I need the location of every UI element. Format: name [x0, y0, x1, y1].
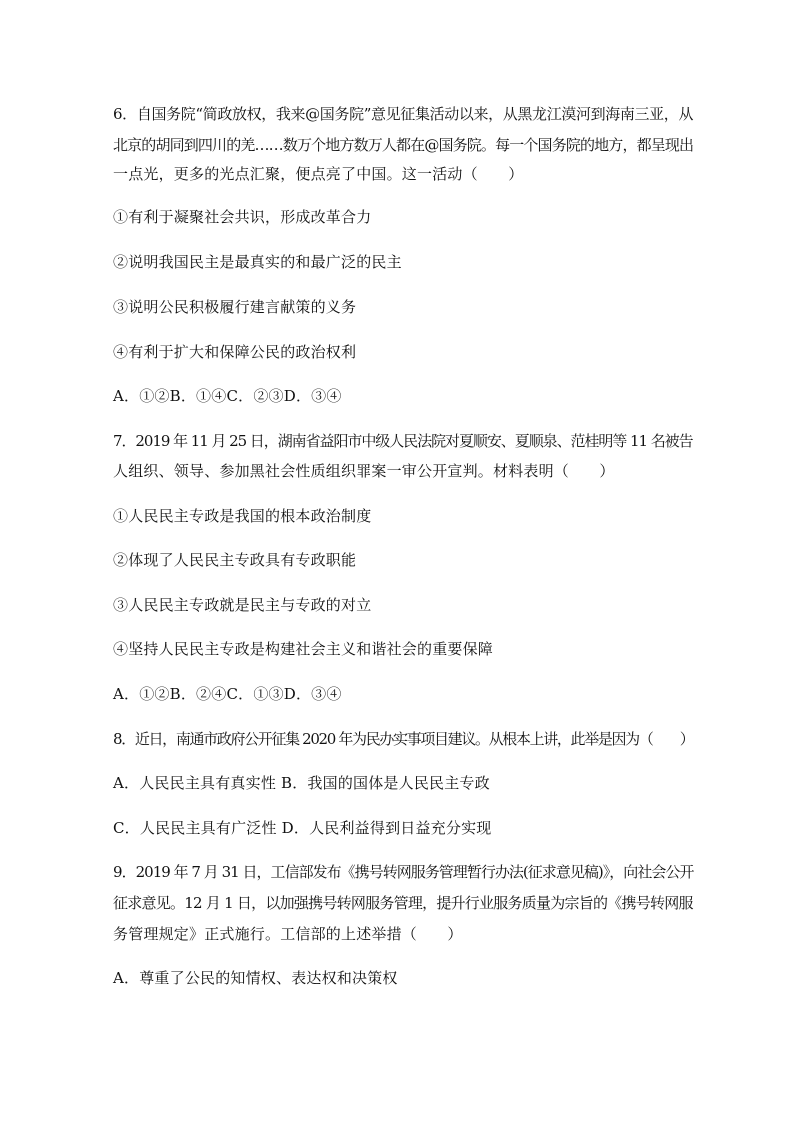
q8-options-line-2: C．人民民主具有广泛性 D．人民利益得到日益充分实现: [113, 819, 492, 837]
q7-item-1: ①人民民主专政是我国的根本政治制度: [113, 507, 372, 525]
q7-item-2: ②体现了人民民主专政具有专政职能: [113, 551, 357, 569]
q8-options-line-1: A．人民民主具有真实性 B．我国的国体是人民民主专政: [113, 774, 490, 792]
q6-item-2: ②说明我国民主是最真实的和最广泛的民主: [113, 253, 402, 271]
q7-stem-line-2: 人组织、领导、参加黑社会性质组织罪案一审公开宣判。材料表明（ ）: [113, 462, 615, 480]
q7-stem-line-1: 7．2019 年 11 月 25 日，湖南省益阳市中级人民法院对夏顺安、夏顺泉、范桂明等 11 名被告: [113, 432, 693, 450]
q9-stem-line-1: 9．2019 年 7 月 31 日，工信部发布《携号转网服务管理暂行办法(征求意见稿)》，向社会公开: [113, 863, 694, 881]
q9-stem-line-2: 征求意见。12 月 1 日，以加强携号转网服务管理，提升行业服务质量为宗旨的《携号转网服: [113, 894, 693, 912]
q6-item-1: ①有利于凝聚社会共识，形成改革合力: [113, 208, 372, 226]
q9-option-a: A．尊重了公民的知情权、表达权和决策权: [113, 969, 398, 987]
q6-stem-line-1: 6．自国务院“简政放权，我来@国务院”意见征集活动以来，从黑龙江漠河到海南三亚，从: [113, 105, 694, 123]
q6-item-4: ④有利于扩大和保障公民的政治权利: [113, 343, 357, 361]
q8-stem-line-1: 8．近日，南通市政府公开征集 2020 年为民办实事项目建议。从根本上讲，此举是因为（ ）: [113, 730, 694, 748]
q9-stem-line-3: 务管理规定》正式施行。工信部的上述举措（ ）: [113, 925, 463, 943]
q7-options: A．①②B．②④C．①③D．③④: [113, 685, 342, 703]
q7-item-4: ④坚持人民民主专政是构建社会主义和谐社会的重要保障: [113, 640, 494, 658]
q6-options: A．①②B．①④C．②③D．③④: [113, 387, 342, 405]
q6-item-3: ③说明公民积极履行建言献策的义务: [113, 298, 357, 316]
q6-stem-line-3: 一点光，更多的光点汇聚，便点亮了中国。这一活动（ ）: [113, 165, 524, 183]
q7-item-3: ③人民民主专政就是民主与专政的对立: [113, 596, 372, 614]
q6-stem-line-2: 北京的胡同到四川的羌……数万个地方数万人都在@国务院。每一个国务院的地方，都呈现出: [113, 136, 694, 154]
